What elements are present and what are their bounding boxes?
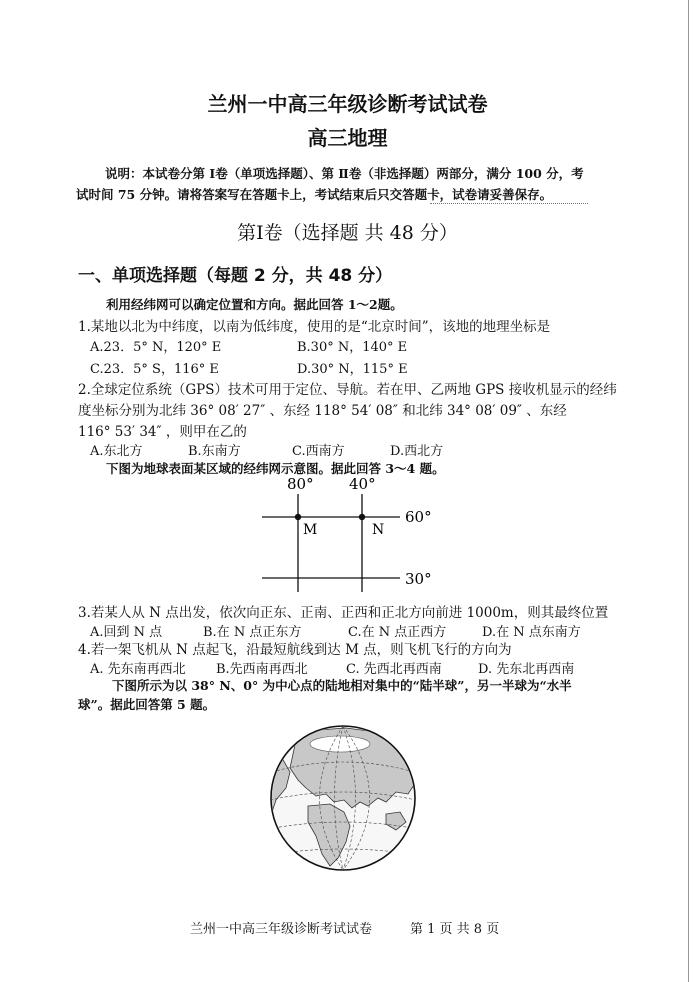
q2-option-c: C.西南方 <box>292 444 345 459</box>
q3-option-a: A.回到 N 点 <box>90 625 163 640</box>
lat-30-label: 30° <box>405 570 432 588</box>
intro-q1-2: 利用经纬网可以确定位置和方向。据此回答 1～2题。 <box>106 297 403 312</box>
q2-option-a: A.东北方 <box>90 444 143 459</box>
q2-line-1: 2.全球定位系统（GPS）技术可用于定位、导航。若在甲、乙两地 GPS 接收机显示的经纬 <box>78 382 617 398</box>
q3-option-d: D.在 N 点东南方 <box>482 625 581 640</box>
dotted-underline <box>430 203 588 204</box>
point-n-label: N <box>372 522 385 538</box>
q4-option-a: A. 先东南再西北 <box>90 662 186 677</box>
land-hemisphere-globe <box>268 722 418 874</box>
lat-60-label: 60° <box>405 508 432 526</box>
footer-exam-name: 兰州一中高三年级诊断考试试卷 <box>190 922 373 937</box>
q3-option-b: B.在 N 点正东方 <box>203 625 302 640</box>
graticule-figure <box>255 472 445 600</box>
lon-40-label: 40° <box>349 475 376 493</box>
q1-option-a: A.23．5° N，120° E <box>90 340 222 355</box>
q4-option-c: C. 先西北再西南 <box>346 662 442 677</box>
q3-option-c: C.在 N 点正西方 <box>348 625 447 640</box>
instructions-line-2: 试时间 75 分钟。请将答案写在答题卡上，考试结束后只交答题卡，试卷请妥善保存。 <box>76 187 553 202</box>
q4-option-b: B.先西南再西北 <box>216 662 308 677</box>
lon-80-label: 80° <box>287 475 314 493</box>
point-n-marker <box>359 514 365 520</box>
point-m-label: M <box>303 522 318 538</box>
q1-stem: 1.某地以北为中纬度，以南为低纬度，使用的是“北京时间”，该地的地理坐标是 <box>78 319 551 335</box>
q2-line-2: 度坐标分别为北纬 36° 08′ 27″ 、东经 118° 54′ 08″ 和北纬 34° 08′ 09″ 、东经 <box>78 403 567 419</box>
q2-option-b: B.东南方 <box>188 444 241 459</box>
intro-q5-line-1: 下图所示为以 38° N、0° 为中心点的陆地相对集中的“陆半球”，另一半球为“水半 <box>112 678 572 693</box>
q1-option-b: B.30° N，140° E <box>297 340 408 355</box>
part-1-title: 第Ⅰ卷（选择题 共 48 分） <box>237 222 458 244</box>
intro-q3-4: 下图为地球表面某区域的经纬网示意图。据此回答 3～4 题。 <box>106 461 445 476</box>
subject-title: 高三地理 <box>307 126 388 150</box>
q4-option-d: D. 先东北再西南 <box>478 662 575 677</box>
q1-option-c: C.23．5° S，116° E <box>90 362 219 377</box>
footer-page-info: 第 1 页 共 8 页 <box>410 922 500 937</box>
section-1-title: 一、单项选择题（每题 2 分，共 48 分） <box>78 266 393 286</box>
q2-option-d: D.西北方 <box>390 444 444 459</box>
q3-stem: 3.若某人从 N 点出发，依次向正东、正南、正西和正北方向前进 1000m，则其最终位置 <box>78 605 609 621</box>
q4-stem: 4.若一架飞机从 N 点起飞，沿最短航线到达 M 点，则飞机飞行的方向为 <box>78 642 512 658</box>
q1-option-d: D.30° N，115° E <box>297 362 408 377</box>
instructions-line-1: 说明：本试卷分第 Ⅰ卷（单项选择题）、第 Ⅱ卷（非选择题）两部分，满分 100 分，考 <box>105 166 584 181</box>
point-m-marker <box>295 514 301 520</box>
q2-line-3: 116° 53′ 34″ ，则甲在乙的 <box>78 424 247 440</box>
intro-q5-line-2: 球”。据此回答第 5 题。 <box>78 697 216 712</box>
exam-title: 兰州一中高三年级诊断考试试卷 <box>207 92 488 116</box>
